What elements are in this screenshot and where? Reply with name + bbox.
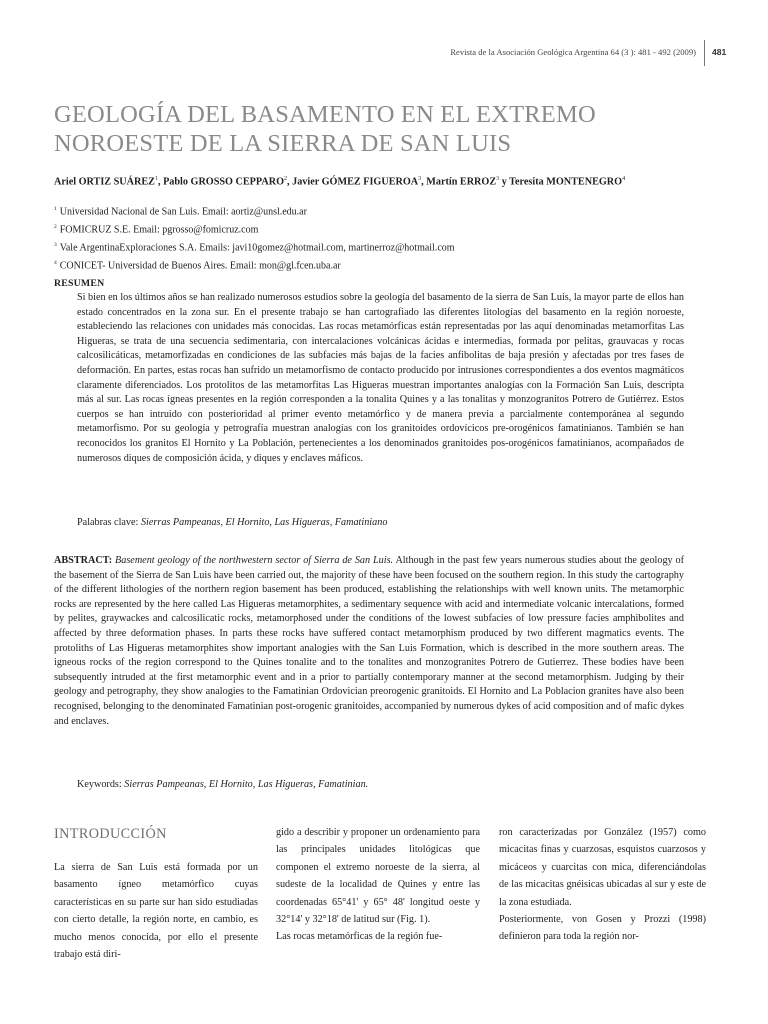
author-affil-mark: 3 — [496, 176, 500, 182]
body-paragraph: gido a describir y proponer un ordenamiento para las principales unidades litológicas que componen el extremo noroeste de la sierra, al sudeste de la localidad de Quines y entre las coordenadas 65°41' y 65° 48' longitud oeste y 32°14' y 32°18' de latitud sur (Fig. 1). — [276, 827, 480, 926]
author-separator: , — [421, 176, 427, 188]
article-title — [54, 100, 694, 158]
affiliation-item — [54, 238, 714, 256]
body-paragraph: Posteriormente, von Gosen y Prozzi (1998) definieron para toda la región nor- — [499, 914, 706, 943]
author-separator: , — [157, 176, 164, 188]
abstract-block — [54, 554, 684, 729]
body-column-2 — [276, 824, 480, 946]
author-affil-mark: 2 — [284, 176, 288, 182]
body-paragraph: Las rocas metamórficas de la región fue- — [276, 931, 443, 943]
affiliation-list — [54, 202, 714, 274]
abstract-text: Although in the past few years numerous studies about the geology of the basement of the Sierra de San Luis have been carried out, the majority of these have been focused on the southern region. In this study the cartography of the different lithologies of the northern region basement has been produced, establishing the relationships with well known units. The metamorphic rocks are represented by the here called Las Higueras metamorphites, a sedimentary sequence with acid and intermediate volcanic intercalations, formed by pelites, graywackes and calcosilicatic rocks, metamorphosed under the conditions of the lowest subfacies of low pressure facies amphibolites and affected by three deformation phases. In parts these rocks have suffered contact metamorphism produced by two different magmatics events. The protoliths of Las Higueras metamorphites show important analogies with the San Luis Formation, which is described in the more southern areas. The igneous rocks of the region correspond to the Quines tonalite and to the tonalites and monzogranites Potrero de Gutierrez. These bodies have been subsequently intruded at the first metamorphic event and in a prior to partially contemporary manner at the second metamorphism. Judging by their geology and petrography, they show analogies to the Famatinian Ordovician preorogenic granitoids. El Hornito and La Poblacion granites have also been recognised, belonging to the denominated Famatinian post-orogenic granitoides, accompanied by numerous dykes of acid composition and of mafic dykes and enclaves. — [54, 555, 685, 727]
author-name: Ariel ORTIZ SUÁREZ — [54, 176, 155, 188]
author-affil-mark: 1 — [154, 176, 158, 182]
affiliation-mark: 1 — [54, 206, 57, 212]
affiliation-item — [54, 202, 714, 220]
author-separator: , — [287, 176, 293, 188]
header-divider — [704, 40, 705, 66]
affiliation-text: Universidad Nacional de San Luis. Email: aortiz@unsl.edu.ar — [59, 206, 307, 218]
resumen-heading: RESUMEN — [54, 278, 105, 289]
affiliation-mark: 2 — [54, 223, 57, 230]
affiliation-item — [54, 256, 714, 274]
body-column-3 — [499, 824, 706, 946]
abstract-label: ABSTRACT: — [54, 555, 113, 566]
author-name: Martín ERROZ — [426, 176, 497, 188]
author-name: Teresita MONTENEGRO — [509, 176, 623, 188]
keywords-values: Sierras Pampeanas, El Hornito, Las Higueras, Famatinian. — [124, 779, 369, 790]
affiliation-item — [54, 220, 714, 238]
affiliation-mark: 3 — [54, 241, 57, 248]
body-paragraph: ron caracterizadas por González (1957) como micacitas finas y cuarzosas, esquistos cuarzosos y micáceos y cuarcitas con mica, diferenciándolas de las micacitas gnéisicas ubicadas al sur y este de la zona estudiada. — [499, 827, 706, 908]
affiliation-text: CONICET- Universidad de Buenos Aires. Email: mon@gl.fcen.uba.ar — [59, 260, 341, 272]
affiliation-mark: 4 — [54, 259, 57, 266]
author-separator: y — [499, 176, 510, 188]
title-line-2: NOROESTE DE LA SIERRA DE SAN LUIS — [54, 130, 512, 157]
author-affil-mark: 4 — [622, 176, 626, 182]
introduccion-heading: INTRODUCCIÓN — [54, 826, 167, 842]
palabras-clave-values: Sierras Pampeanas, El Hornito, Las Higueras, Famatiniano — [140, 517, 388, 528]
author-affil-mark: 3 — [418, 176, 422, 182]
keywords — [77, 779, 684, 790]
title-line-1: GEOLOGÍA DEL BASAMENTO EN EL EXTREMO — [54, 101, 596, 128]
palabras-clave — [77, 517, 684, 528]
journal-citation: Revista de la Asociación Geológica Argentina 64 (3 ): 481 - 492 (2009) — [450, 47, 696, 57]
author-list — [54, 176, 714, 187]
abstract-title: Basement geology of the northwestern sector of Sierra de San Luis. — [115, 555, 394, 566]
resumen-text: Si bien en los últimos años se han realizado numerosos estudios sobre la geología del basamento de la sierra de San Luis, la mayor parte de ellos han estado concentrados en la zona sur. En el presente trabajo se han cartografiado las diferentes litologías del basamento en la región noroeste, estableciendo las relaciones con unidades más conocidas. Las rocas metamórficas están representadas por las aquí denominadas metamorfitas Las Higueras, se trata de una secuencia sedimentaria, con intercalaciones volcánicas ácidas e intermedias, formada por pelitas, grauvacas y rocas calcosilicáticas, metamorfizadas en condiciones de las subfacies más bajas de la facies anfibolitas de baja presión y afectadas por tres fases de deformación. En partes, estas rocas han sufrido un metamorfismo de contacto producido por intrusiones correspondientes a dos eventos magmáticos claramente diferenciados. Los protolitos de las metamorfitas Las Higueras muestran importantes analogías con la Formación San Luis, descripta más al sur. Las rocas ígneas presentes en la región corresponden a la tonalita Quines y a las tonalitas y monzogranitos Potrero de Gutiérrez. Estos cuerpos se han intruido con posterioridad al primer evento metamórfico y de manera previa a parcialmente contemporánea al segundo metamorfismo. Por su geología y petrografía muestran analogías con los granitoides ordovícicos pre-orogénicos famatinianos. También se han reconocidos los granitos El Hornito y La Población, pertenecientes a los denominados granitoides pos-orogénicos famatinianos, acompañados de numerosos diques de composición ácida, y diques y enclaves máficos. — [77, 292, 684, 464]
affiliation-text: FOMICRUZ S.E. Email: pgrosso@fomicruz.com — [59, 224, 259, 236]
affiliation-text: Vale ArgentinaExploraciones S.A. Emails: javi10gomez@hotmail.com, martinerroz@hotmail.com — [59, 242, 455, 254]
author-name: Pablo GROSSO CEPPARO — [163, 176, 285, 188]
page-number: 481 — [712, 47, 727, 57]
keywords-label: Keywords: — [77, 779, 122, 790]
body-paragraph: La sierra de San Luis está formada por un basamento ígneo metamórfico cuyas características en su parte sur han sido estudiadas con cierto detalle, la región norte, en cambio, es mucho menos conocida, por ello el presente trabajo está diri- — [54, 862, 258, 961]
author-name: Javier GÓMEZ FIGUEROA — [292, 176, 419, 188]
palabras-clave-label: Palabras clave: — [77, 517, 139, 528]
body-column-1 — [54, 859, 258, 963]
